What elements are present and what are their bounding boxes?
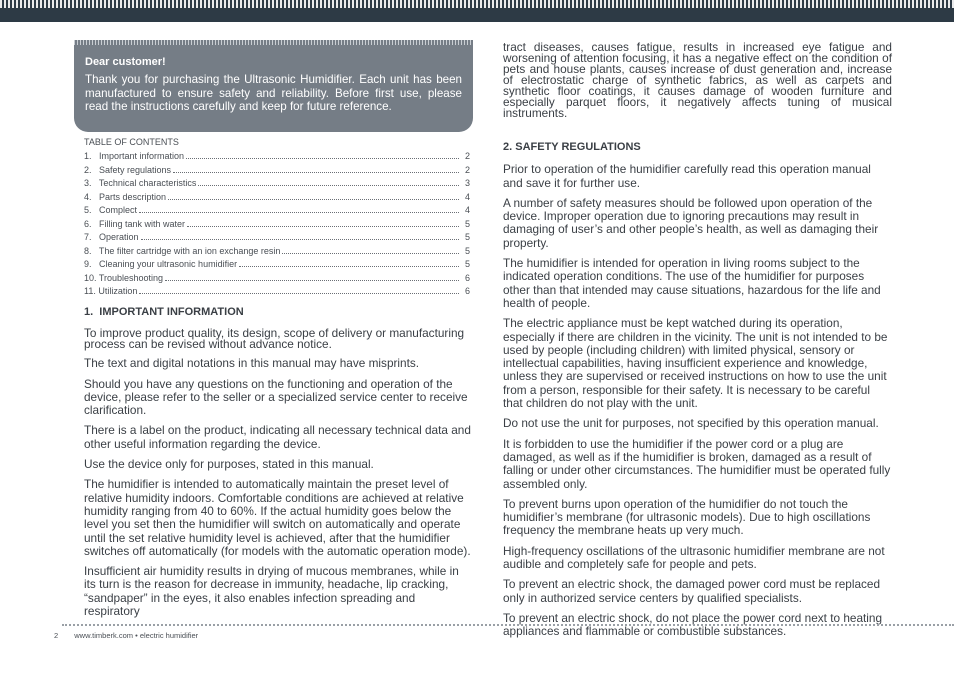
toc-leader [282, 253, 459, 254]
toc-item[interactable] [84, 150, 470, 164]
paragraph: It is forbidden to use the humidifier if the power cord or a plug are damaged, as well as if the humidifier is broken, damaged as a result of falling or under other circumstances. The humidifier must be operated fully assembled only. [503, 436, 891, 491]
toc-item-page: 6 [464, 272, 470, 283]
toc-item-label: 6. Filling tank with water [84, 218, 186, 229]
toc-item-label: 4. Parts description [84, 191, 167, 202]
toc-item-page: 5 [464, 232, 470, 243]
table-of-contents [84, 137, 470, 299]
section-heading-safety-regulations: 2. SAFETY REGULATIONS [503, 141, 641, 153]
footer-divider [62, 624, 954, 626]
paragraph: To prevent an electric shock, do not place the power cord next to heating appliances and flammable or combustible substances. [503, 610, 883, 639]
greeting-box [74, 40, 473, 132]
toc-leader [173, 172, 459, 173]
toc-leader [139, 212, 459, 213]
toc-item[interactable] [84, 177, 470, 191]
paragraph: There is a label on the product, indicating all necessary technical data and other useful information regarding the device. [84, 423, 471, 451]
page-number: 2 [54, 631, 59, 640]
toc-item[interactable] [84, 164, 470, 178]
paragraph: The humidifier is intended for operation in living rooms subject to the indicated operation conditions. The use of the humidifier for purposes other than that intended may cause situations, hazardous for the life and health of people. [503, 256, 881, 310]
toc-item-page: 5 [464, 259, 470, 270]
left-column [84, 306, 473, 625]
toc-item[interactable] [84, 258, 470, 272]
paragraph: To prevent an electric shock, the damaged power cord must be replaced only in authorized service centers by qualified specialists. [503, 577, 881, 605]
paragraph: The electric appliance must be kept watched during its operation, especially if there are children in the vicinity. The unit is not intended to be used by people (including children) with limited physical, sensory or intellectual capabilities, having insufficient experience and knowledge, unless they are supervised or received instructions on how to use the unit from a person, responsible for their safety. It is necessary to be careful that children do not play with the unit. [503, 316, 888, 411]
toc-item[interactable] [84, 218, 470, 232]
paragraph: Prior to operation of the humidifier carefully read this operation manual and save it for further use. [503, 162, 871, 190]
right-column [503, 42, 892, 646]
toc-item-label: 11. Utilization [84, 286, 138, 297]
toc-item-page: 5 [464, 218, 470, 229]
header-bar [0, 0, 954, 22]
toc-item-label: 9. Cleaning your ultrasonic humidifier [84, 259, 238, 270]
greeting-body: Thank you for purchasing the Ultrasonic Humidifier. Each unit has been manufactured to ensure safety and reliability. Before first use, please read the instructions carefully and keep for future reference. [85, 73, 462, 113]
toc-item-page: 6 [464, 286, 470, 297]
toc-item-page: 3 [464, 178, 470, 189]
toc-item-page: 4 [464, 205, 470, 216]
footer [54, 631, 198, 640]
toc-item-page: 2 [464, 151, 470, 161]
paragraph: The text and digital notations in this manual may have misprints. [84, 356, 420, 371]
toc-item[interactable] [84, 231, 470, 245]
toc-item-label: 7. Operation [84, 232, 139, 243]
toc-item-page: 2 [464, 164, 470, 175]
paragraph: Insufficient air humidity results in drying of mucous membranes, while in its turn is the reason for decrease in immunity, headache, lip cracking, “sandpaper” in the eyes, it also enables infection spreading and respiratory [84, 564, 459, 619]
footer-text: www.timberk.com • electric humidifier [74, 631, 199, 640]
greeting-stripes [74, 40, 473, 45]
toc-item-label: 10. Troubleshooting [84, 272, 164, 283]
toc-item-label: 2. Safety regulations [84, 164, 172, 175]
toc-item-label: 1. Important information [84, 151, 185, 161]
paragraph: The humidifier is intended to automatically maintain the preset level of relative humidity indoors. Comfortable conditions are achieved at relative humidity ranging from 40 to 60%. If the actual humidity goes below the level you set then the humidifier will switch on automatically and operate until the set relative humidity level is achieved, after that the humidifier switches off automatically (for models with the automatic operation mode). [84, 477, 471, 558]
section-heading-important-information: 1. IMPORTANT INFORMATION [84, 306, 244, 318]
paragraph: Use the device only for purposes, stated in this manual. [84, 457, 374, 472]
toc-leader [186, 158, 459, 159]
greeting-title: Dear customer! [85, 56, 166, 68]
toc-item[interactable] [84, 285, 470, 299]
toc-leader [198, 185, 459, 186]
toc-leader [139, 293, 459, 294]
paragraph: Should you have any questions on the functioning and operation of the device, please refer to the seller or a specialized service center to receive clarification. [84, 376, 468, 418]
paragraph: Do not use the unit for purposes, not specified by this operation manual. [503, 416, 879, 431]
toc-item-label: 5. Complect [84, 205, 138, 216]
toc-item-page: 4 [464, 191, 470, 202]
paragraph: A number of safety measures should be followed upon operation of the device. Improper operation due to ignoring precautions may result in damaging of user’s and other people’s health, as well as damaging their property. [503, 195, 879, 250]
toc-item-label: 8. The filter cartridge with an ion exchange resin [84, 245, 281, 256]
toc-item[interactable] [84, 204, 470, 218]
toc-leader [187, 226, 459, 227]
toc-item[interactable] [84, 272, 470, 286]
toc-leader [168, 199, 459, 200]
toc-leader [141, 239, 459, 240]
toc-item[interactable] [84, 245, 470, 259]
paragraph: To improve product quality, its design, scope of delivery or manufacturing process can be revised without advance notice. [84, 326, 465, 352]
toc-title: TABLE OF CONTENTS [84, 137, 179, 147]
toc-item[interactable] [84, 191, 470, 205]
toc-leader [239, 266, 459, 267]
toc-leader [165, 280, 459, 281]
header-stripes [0, 0, 954, 8]
toc-item-page: 5 [464, 245, 470, 256]
paragraph: To prevent burns upon operation of the humidifier do not touch the humidifier’s membrane (for ultrasonic models). Due to high oscillations frequency the membrane heats up very much. [503, 496, 871, 538]
toc-item-label: 3. Technical characteristics [84, 178, 197, 189]
paragraph-continuation: tract diseases, causes fatigue, results in increased eye fatigue and worsening of attention focusing, it has a negative effect on the condition of pets and house plants, causes increase of dust generation and, increase of electrostatic charge of synthetic fabrics, as well as carpets and synthetic floor coatings, it causes damage of wooden furniture and especially parquet floors, it negatively affects tuning of musical instruments. [503, 40, 892, 120]
paragraph: High-frequency oscillations of the ultrasonic humidifier membrane are not audible and completely safe for people and pets. [503, 543, 885, 572]
